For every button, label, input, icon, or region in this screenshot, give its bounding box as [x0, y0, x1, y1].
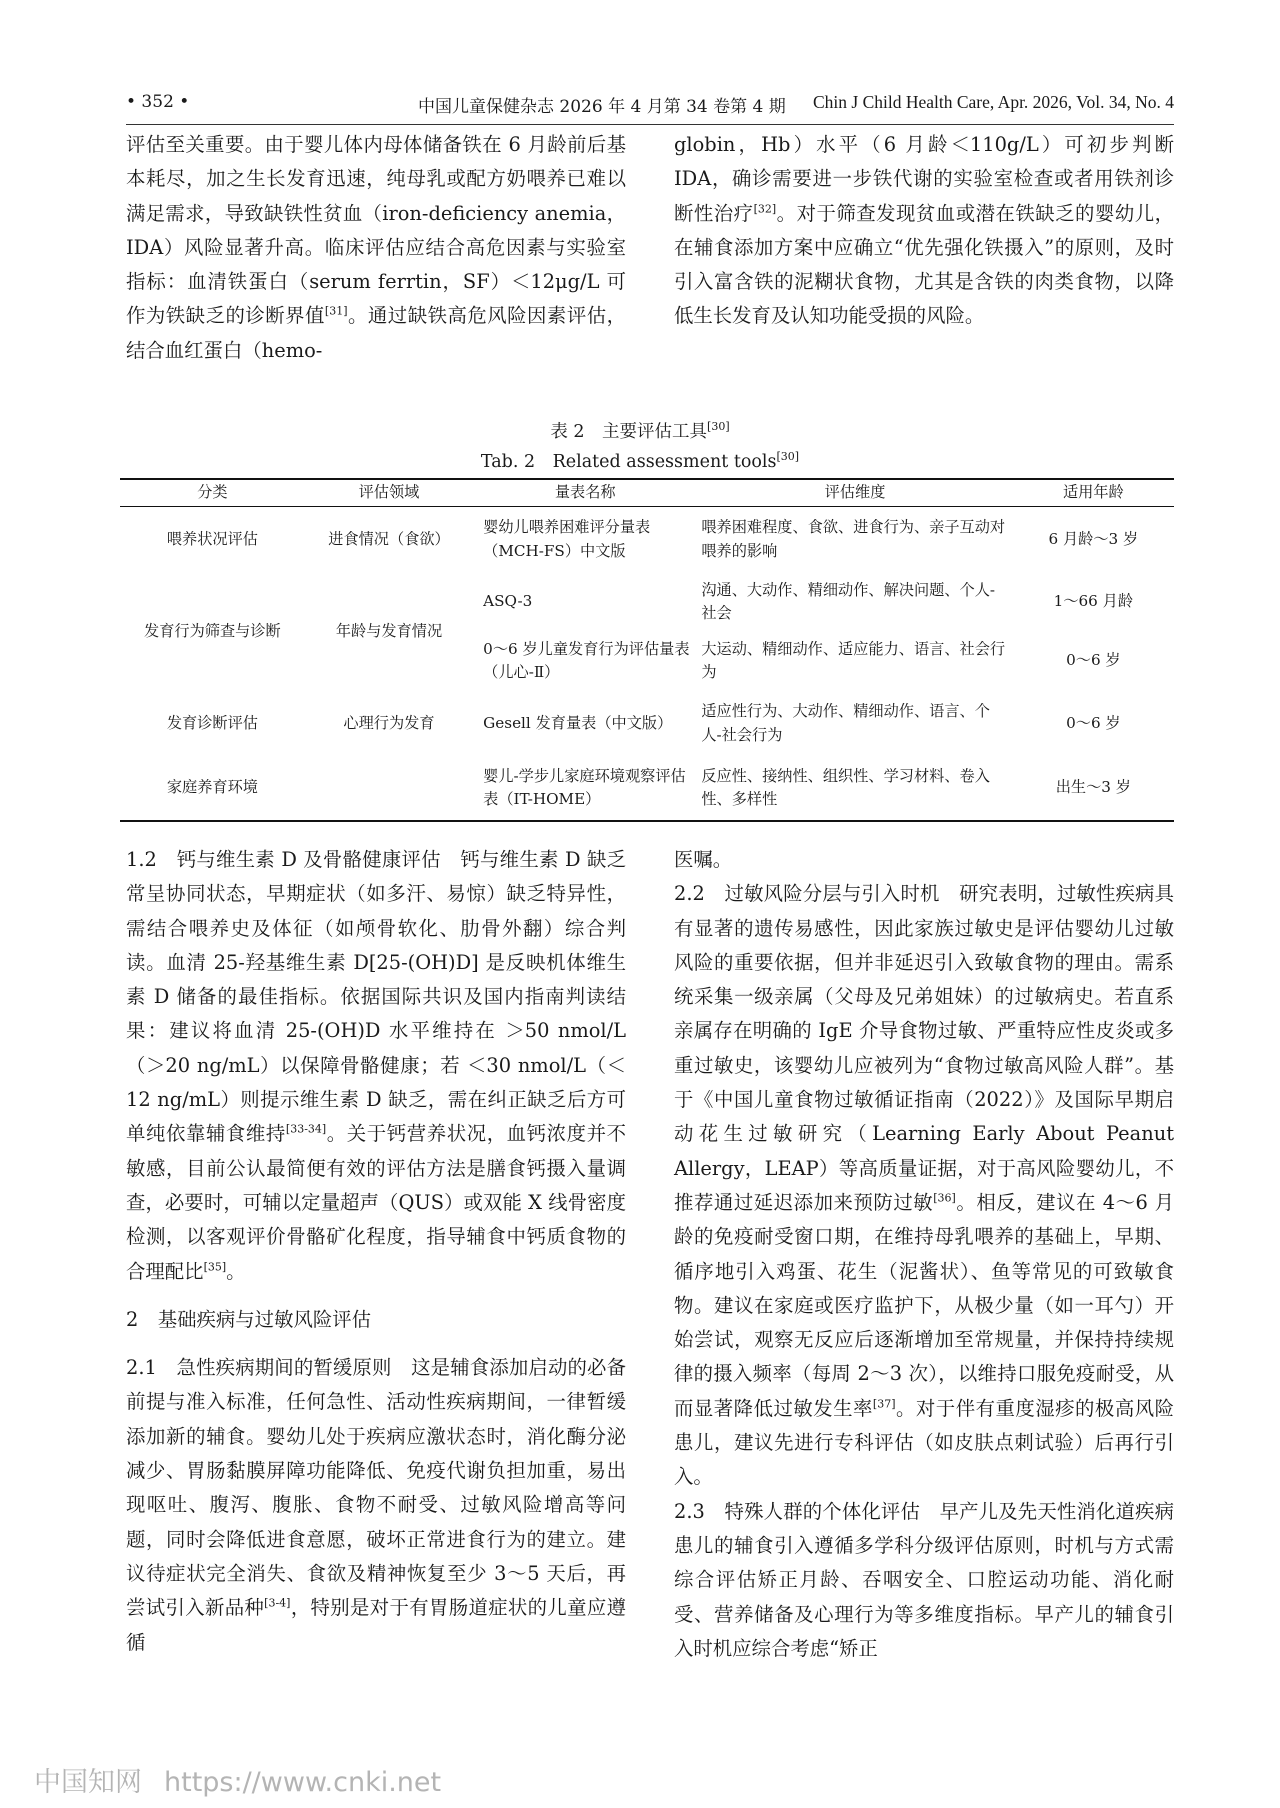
table-row: 发育行为筛查与诊断 年龄与发育情况 ASQ-3 沟通、大动作、精细动作、解决问题、个人-社会 1～66 月龄: [144, 580, 1134, 640]
section-heading: 1.2 钙与维生素 D 及骨骼健康评估: [126, 848, 441, 871]
citation: [35]: [203, 1260, 227, 1274]
page-number: • 352 •: [126, 92, 190, 112]
right-column-top: [674, 128, 1174, 334]
table-row: 发育诊断评估 心理行为发育 Gesell 发育量表（中文版） 适应性行为、大动作、精细动作、语言、个人-社会行为 0～6 岁: [166, 702, 1121, 744]
paragraph-iron: 评估至关重要。由于婴儿体内母体储备铁在 6 月龄前后基本耗尽，加之生长发育迅速，纯母乳或配方奶喂养已难以满足需求，导致缺铁性贫血（iron-deficiency anemia，IDA）风险显著升高。临床评估应结合高危因素与实验室指标：血清铁蛋白（serum ferrtin，SF）＜12μg/L 可作为铁缺乏的诊断界值[31]。通过缺铁高危风险因素评估，结合血红蛋白（hemo-: [126, 133, 627, 362]
citation: [33-34]: [285, 1122, 327, 1136]
citation: [3-4]: [264, 1596, 291, 1610]
running-header: [126, 92, 1174, 122]
section-2-2: 2.2 过敏风险分层与引入时机 研究表明，过敏性疾病具有显著的遗传易感性，因此家族过敏史是评估婴幼儿过敏风险的重要依据，但并非延迟引入致敏食物的理由。需系统采集一级亲属（父母及兄弟姐妹）的过敏病史。若直系亲属存在明确的 IgE 介导食物过敏、严重特应性皮炎或多重过敏史，该婴幼儿应被列为“食物过敏高风险人群”。基于《中国儿童食物过敏循证指南（2022）》及国际早期启动花生过敏研究（Learning Early About Peanut Allergy，LEAP）等高质量证据，对于高风险婴幼儿，不推荐通过延迟添加来预防过敏[36]。相反，建议在 4～6 月龄的免疫耐受窗口期，在维持母乳喂养的基础上，早期、循序地引入鸡蛋、花生（泥酱状）、鱼等常见的可致敏食物。建议在家庭或医疗监护下，从极少量（如一耳勺）开始尝试，观察无反应后逐渐增加至常规量，并保持持续规律的摄入频率（每周 2～3 次），以维持口服免疫耐受，从而显著降低过敏发生率[37]。对于伴有重度湿疹的极高风险患儿，建议先进行专科评估（如皮肤点刺试验）后再行引入。: [674, 882, 1175, 1489]
watermark-url: https://www.cnki.net: [164, 1767, 442, 1798]
column-header: 适用年龄: [1013, 479, 1174, 507]
citation: [37]: [872, 1397, 896, 1411]
left-column-top: [126, 128, 626, 368]
column-header: 评估领域: [305, 479, 473, 507]
citation: [36]: [933, 1191, 956, 1205]
table-title-en: Tab. 2 Related assessment tools[30]: [480, 450, 800, 472]
column-header: 量表名称: [473, 479, 697, 507]
cnki-watermark: [34, 1760, 441, 1799]
table-header-row: [120, 479, 1174, 507]
journal-title-cn: 中国儿童保健杂志 2026 年 4 月第 34 卷第 4 期: [418, 97, 786, 117]
table-row: 家庭养育环境 婴儿-学步儿家庭环境观察评估表（IT-HOME） 反应性、接纳性、组织性、学习材料、卷入性、多样性 出生～3 岁: [120, 757, 1174, 821]
section-2-heading: 2 基础疾病与过敏风险评估: [126, 1307, 372, 1331]
paragraph-hemoglobin: globin，Hb）水平（6 月龄＜110g/L）可初步判断 IDA，确诊需要进一步铁代谢的实验室检查或者用铁剂诊断性治疗[32]。对于筛查发现贫血或潜在铁缺乏的婴幼儿，在辅食添加方案中应确立“优先强化铁摄入”的原则，及时引入富含铁的泥糊状食物，尤其是含铁的肉类食物，以降低生长发育及认知功能受损的风险。: [674, 133, 1175, 328]
section-heading: 2.1 急性疾病期间的暂缓原则: [126, 1356, 392, 1380]
left-column-bottom: [126, 843, 626, 1660]
header-rule: [126, 124, 1174, 125]
section-heading: 2.2 过敏风险分层与引入时机: [674, 882, 940, 906]
assessment-tools-table: [120, 478, 1174, 822]
citation: [32]: [753, 202, 777, 216]
column-header: 分类: [120, 479, 305, 507]
table-row: 0～6 岁儿童发育行为评估量表（儿心-Ⅱ） 大运动、精细动作、适应能力、语言、社会行为 0～6 岁: [483, 639, 1121, 681]
section-heading: 2.3 特殊人群的个体化评估: [674, 1499, 921, 1523]
journal-title-en: Chin J Child Health Care, Apr. 2026, Vol. 34, No. 4: [812, 92, 1174, 112]
section-1-2: 1.2 钙与维生素 D 及骨骼健康评估 钙与维生素 D 缺乏常呈协同状态，早期症状（如多汗、易惊）缺乏特异性，需结合喂养史及体征（如颅骨软化、肋骨外翻）综合判读。血清 25-羟基维生素 D[25-(OH)D] 是反映机体维生素 D 储备的最佳指标。依据国际共识及国内指南判读结果：建议将血清 25-(OH)D 水平维持在 ＞50 nmol/L（＞20 ng/mL）以保障骨骼健康；若 ＜30 nmol/L（＜12 ng/mL）则提示维生素 D 缺乏，需在纠正缺乏后方可单纯依靠辅食维持[33-34]。关于钙营养状况，血钙浓度并不敏感，目前公认最简便有效的评估方法是膳食钙摄入量调查，必要时，可辅以定量超声（QUS）或双能 X 线骨密度检测，以客观评价骨骼矿化程度，指导辅食中钙质食物的合理配比[35]。: [126, 848, 627, 1283]
table-row: 喂养状况评估 进食情况（食欲） 婴幼儿喂养困难评分量表（MCH-FS）中文版 喂养困难程度、食欲、进食行为、亲子互动对喂养的影响 6 月龄～3 岁: [166, 518, 1139, 560]
continuation-text: 医嘱。: [674, 848, 733, 871]
citation: [31]: [324, 305, 348, 319]
watermark-brand: 中国知网: [34, 1767, 142, 1798]
table-title-cn: 表 2 主要评估工具[30]: [550, 420, 730, 442]
section-2-3: 2.3 特殊人群的个体化评估 早产儿及先天性消化道疾病患儿的辅食引入遵循多学科分级评估原则，时机与方式需综合评估矫正月龄、吞咽安全、口腔运动功能、消化耐受、营养储备及心理行为等多维度指标。早产儿的辅食引入时机应综合考虑“矫正: [674, 1499, 1174, 1660]
section-2-1: 2.1 急性疾病期间的暂缓原则 这是辅食添加启动的必备前提与准入标准，任何急性、活动性疾病期间，一律暂缓添加新的辅食。婴幼儿处于疾病应激状态时，消化酶分泌减少、胃肠黏膜屏障功能降低、免疫代谢负担加重，易出现呕吐、腹泻、腹胀、食物不耐受、过敏风险增高等问题，同时会降低进食意愿，破坏正常进食行为的建立。建议待症状完全消失、食欲及精神恢复至少 3～5 天后，再尝试引入新品种[3-4]，特别是对于有胃肠道症状的儿童应遵循: [126, 1356, 627, 1654]
right-column-bottom: [674, 843, 1174, 1666]
column-header: 评估维度: [697, 479, 1012, 507]
